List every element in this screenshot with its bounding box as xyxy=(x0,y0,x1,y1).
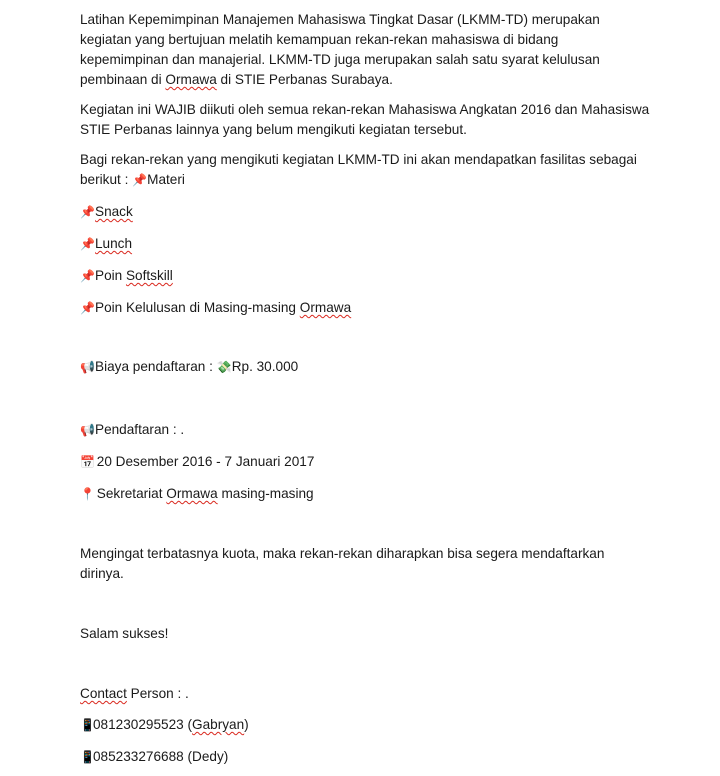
facilities-paragraph xyxy=(80,150,660,190)
place-ormawa: Ormawa xyxy=(166,486,218,501)
facility-softskill xyxy=(80,266,660,286)
registration-place xyxy=(80,484,314,504)
closing-line-1: Mengingat terbatasnya kuota, maka rekan-rekan diharapkan bisa segera mendaftarkan xyxy=(80,546,605,561)
pin-icon: 📌 xyxy=(80,205,95,219)
contact-phone-2 xyxy=(80,747,228,767)
pin-icon: 📌 xyxy=(80,237,95,251)
misspelled-ormawa: Ormawa xyxy=(165,72,217,87)
money-icon: 💸 xyxy=(216,360,232,374)
facilities-intro: berikut : xyxy=(80,172,133,187)
document-body xyxy=(80,10,660,330)
intro-line-4-end: di STIE Perbanas Surabaya. xyxy=(216,72,393,87)
calendar-icon: 📅 xyxy=(80,455,95,469)
registration-date xyxy=(80,452,314,472)
facilities-line-1: Bagi rekan-rekan yang mengikuti kegiatan LKMM-TD ini akan mendapatkan fasilitas sebagai xyxy=(80,152,637,167)
phone-2-number: 085233276688 (Dedy) xyxy=(93,749,229,764)
closing-line-2: dirinya. xyxy=(80,566,124,581)
facility-lunch xyxy=(80,234,660,254)
mandatory-line-2: STIE Perbanas lainnya yang belum mengikuti kegiatan tersebut. xyxy=(80,122,467,137)
facility-softskill-label: Softskill xyxy=(125,268,173,283)
registration-label: Pendaftaran : . xyxy=(95,422,185,437)
pin-icon: 📌 xyxy=(80,301,95,315)
facility-ormawa-label: Ormawa xyxy=(299,300,352,315)
phone-icon: 📱 xyxy=(80,718,95,732)
fee-value: Rp. 30.000 xyxy=(231,359,299,374)
phone-1-number: 081230295523 ( xyxy=(93,717,193,732)
intro-line-3: kepemimpinan dan manajerial. LKMM-TD juga merupakan salah satu syarat kelulusan xyxy=(80,52,600,67)
contact-heading xyxy=(80,684,189,704)
intro-line-1: Latihan Kepemimpinan Manajemen Mahasiswa Tingkat Dasar (LKMM-TD) merupakan xyxy=(80,12,600,27)
registration-heading xyxy=(80,420,184,440)
salam-line: Salam sukses! xyxy=(80,626,169,641)
facility-poin-label: Poin xyxy=(95,268,126,283)
phone-icon: 📱 xyxy=(80,750,95,764)
facilities-line-2 xyxy=(80,170,660,190)
place-start: Sekretariat xyxy=(93,486,167,501)
intro-line-4 xyxy=(80,70,660,90)
place-end: masing-masing xyxy=(217,486,314,501)
phone-1-end: ) xyxy=(244,717,249,732)
location-icon: 📍 xyxy=(80,487,95,501)
contact-phone-1 xyxy=(80,715,249,735)
contact-rest: Person : . xyxy=(126,686,189,701)
facility-snack xyxy=(80,202,660,222)
mandatory-paragraph xyxy=(80,100,660,140)
facility-snack-label: Snack xyxy=(95,204,133,219)
date-range: 20 Desember 2016 - 7 Januari 2017 xyxy=(93,454,315,469)
megaphone-icon: 📢 xyxy=(80,423,95,437)
contact-word: Contact xyxy=(80,686,127,701)
facility-kelulusan xyxy=(80,298,660,318)
intro-line-4-start: pembinaan di xyxy=(80,72,166,87)
megaphone-icon: 📢 xyxy=(80,360,95,374)
facility-kelulusan-label: Poin Kelulusan di Masing-masing xyxy=(95,300,300,315)
facility-lunch-label: Lunch xyxy=(95,236,133,251)
facility-materi: Materi xyxy=(147,172,185,187)
closing-paragraph xyxy=(80,544,604,584)
registration-fee xyxy=(80,357,298,377)
pin-icon: 📌 xyxy=(132,173,148,187)
fee-label: Biaya pendaftaran : xyxy=(95,359,217,374)
mandatory-line-1: Kegiatan ini WAJIB diikuti oleh semua rekan-rekan Mahasiswa Angkatan 2016 dan Mahasiswa xyxy=(80,102,650,117)
intro-line-2: kegiatan yang bertujuan melatih kemampuan rekan-rekan mahasiswa di bidang xyxy=(80,32,559,47)
phone-1-name: Gabryan xyxy=(192,717,245,732)
intro-paragraph xyxy=(80,10,660,90)
pin-icon: 📌 xyxy=(80,269,95,283)
